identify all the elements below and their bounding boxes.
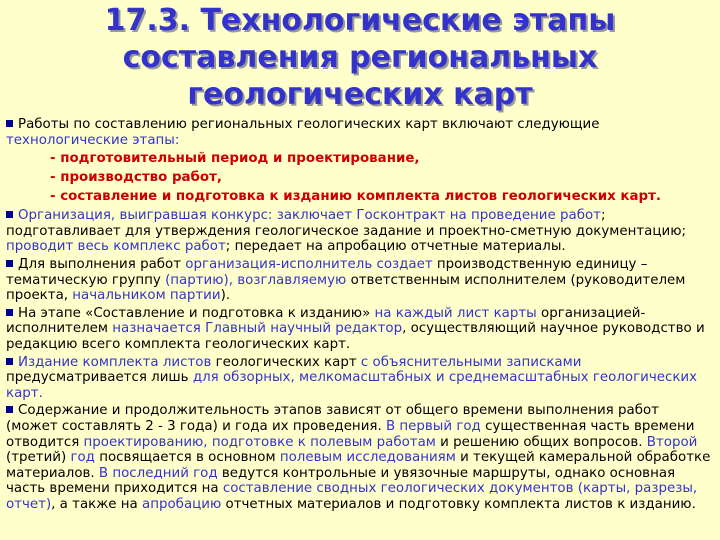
stage-text: - производство работ, xyxy=(50,170,222,186)
slide-body xyxy=(6,117,714,514)
text-highlight: полевым исследованиям xyxy=(279,450,456,466)
text: Содержание и продолжительность этапов зависят от общего времени выполнения работ (может составлять 2 - 3 года) и года их проведения. xyxy=(6,403,659,434)
text: (третий) xyxy=(6,450,71,466)
stage-item xyxy=(6,188,714,205)
text: производственную единицу – тематическую группу xyxy=(6,256,648,288)
text: ). xyxy=(220,288,231,304)
text: ; подготавливает для утверждения геологическое задание и проектно-сметную документацию; xyxy=(6,208,686,239)
paragraph-editor xyxy=(6,306,714,353)
text: Работы по составлению региональных геологических карт включают следующие xyxy=(18,117,600,132)
text-highlight: проектированию, подготовке к полевым работам xyxy=(83,434,436,450)
square-bullet-icon xyxy=(6,260,13,267)
square-bullet-icon xyxy=(6,406,13,413)
text-highlight: на каждый лист карты xyxy=(374,305,537,321)
text-highlight: В первый год xyxy=(385,418,481,434)
text-highlight: апробацию xyxy=(142,496,222,512)
text-highlight: для обзорных, мелкомасштабных и среднемасштабных геологических карт. xyxy=(6,370,698,401)
text-highlight: начальником партии xyxy=(72,288,221,304)
text: Для выполнения работ xyxy=(18,256,186,272)
text-highlight: Второй xyxy=(646,434,698,450)
text: геологических карт xyxy=(211,354,361,370)
text-highlight: (партию), возглавляемую xyxy=(165,272,347,288)
text-highlight: год xyxy=(70,450,95,466)
paragraph-publication xyxy=(6,355,714,402)
slide-title xyxy=(0,2,720,113)
text-highlight: технологические этапы: xyxy=(6,132,180,148)
square-bullet-icon xyxy=(6,358,13,365)
text: организацией-исполнителем xyxy=(6,305,646,337)
text-highlight: Организация, выигравшая конкурс: заключает Госконтракт на проведение работ xyxy=(18,208,601,224)
title-line-1: 17.3. Технологические этапы xyxy=(104,3,616,38)
stage-text: - составление и подготовка к изданию комплекта листов геологических карт. xyxy=(50,189,661,205)
stage-item xyxy=(6,150,714,167)
text: , а также на xyxy=(51,496,143,512)
text: отчетных материалов и подготовку комплекта листов к изданию. xyxy=(221,496,696,512)
paragraph-duration xyxy=(6,403,714,512)
text-highlight: В последний год xyxy=(98,465,218,481)
stage-text: - подготовительный период и проектирование, xyxy=(50,151,420,167)
text: , осуществляющий научное руководство и редакцию всего комплекта геологических карт. xyxy=(6,321,705,352)
text: и текущей камеральной обработке материалов. xyxy=(6,450,711,481)
square-bullet-icon xyxy=(6,120,13,127)
text-highlight: назначается Главный научный редактор xyxy=(112,321,403,337)
paragraph-organization xyxy=(6,208,714,255)
text: и решению общих вопросов. xyxy=(435,434,647,450)
square-bullet-icon xyxy=(6,309,13,316)
text-highlight: с объяснительными записками xyxy=(360,354,582,370)
square-bullet-icon xyxy=(6,211,13,218)
title-line-3: геологических карт xyxy=(187,77,533,112)
text: посвящается в основном xyxy=(94,450,280,466)
title-line-2: составления региональных xyxy=(122,40,598,75)
text-highlight: организация-исполнитель создает xyxy=(185,256,433,272)
text: существенная часть времени отводится xyxy=(6,418,695,450)
paragraph-stages xyxy=(6,117,714,205)
text: предусматривается лишь xyxy=(6,370,193,386)
stage-item xyxy=(6,169,714,186)
text-highlight: проводит весь комплекс работ xyxy=(6,239,226,255)
text: ведутся контрольные и увязочные маршруты, однако основная часть времени приходится на xyxy=(6,465,676,497)
text: ответственным исполнителем (руководителем проекта, xyxy=(6,272,686,304)
paragraph-executor xyxy=(6,257,714,304)
text-highlight: составление сводных геологических документов (карты, разрезы, отчет) xyxy=(6,481,698,512)
text: ; передает на апробацию отчетные материалы. xyxy=(225,239,566,255)
text: На этапе «Составление и подготовка к изданию» xyxy=(18,305,375,321)
text-highlight: Издание комплекта листов xyxy=(18,354,212,370)
